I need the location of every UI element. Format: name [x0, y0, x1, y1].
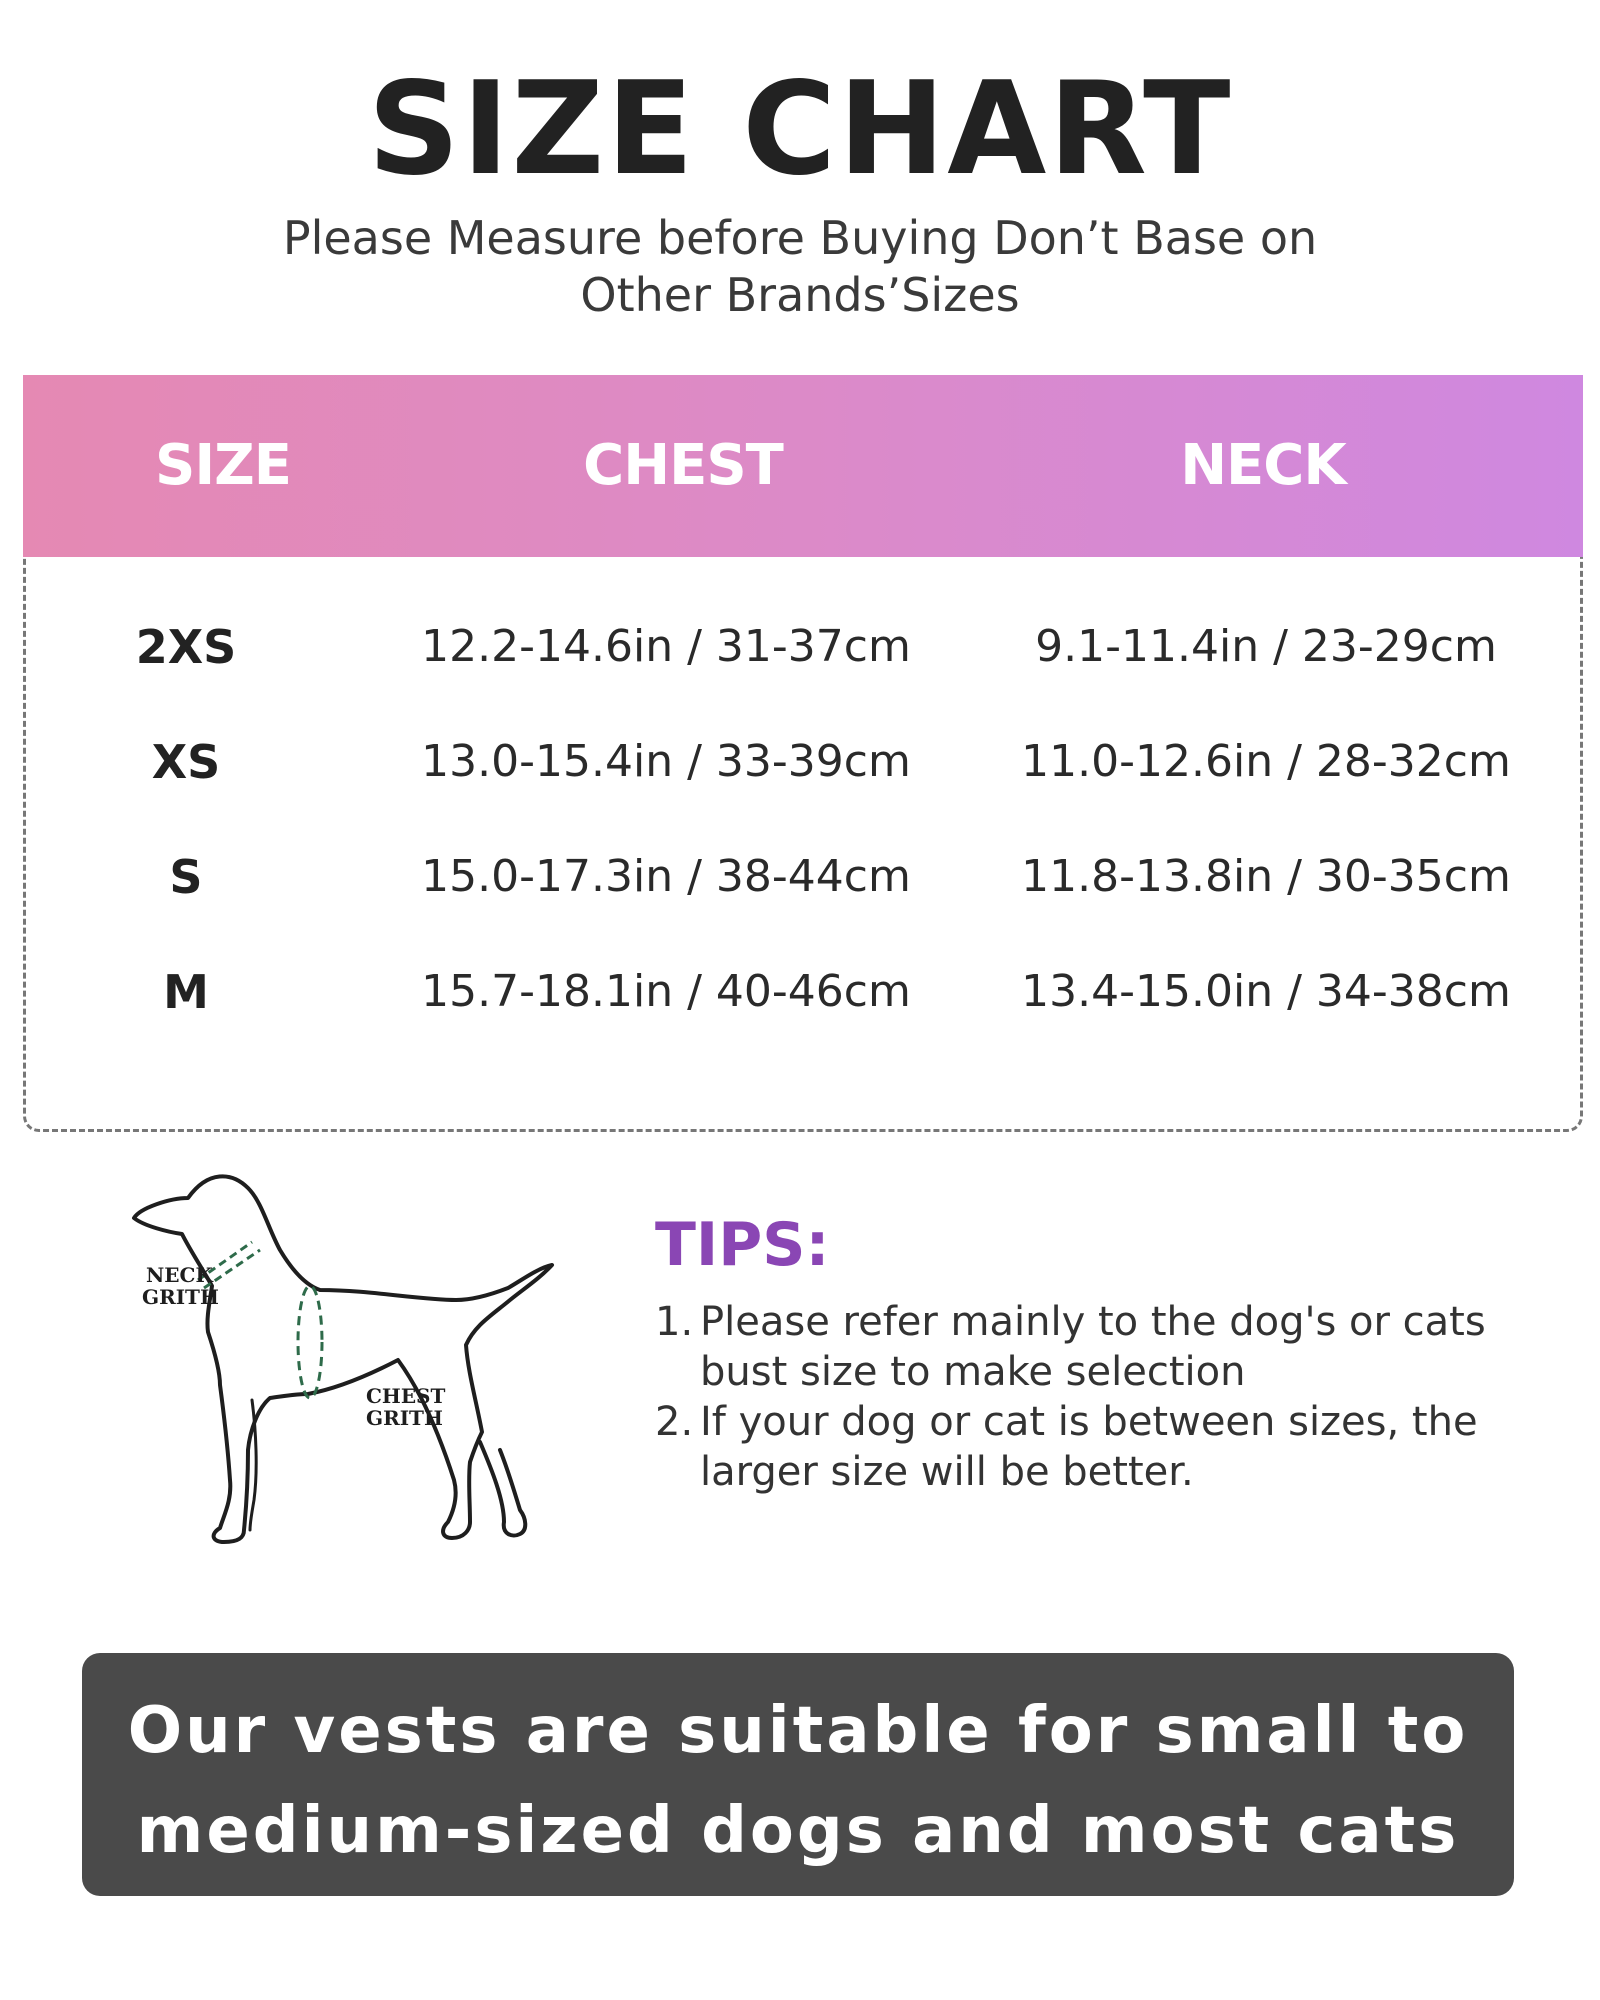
tip-text-line: If your dog or cat is between sizes, the — [700, 1399, 1478, 1445]
chest-label-1: CHEST — [366, 1384, 446, 1408]
dog-outline — [134, 1176, 552, 1542]
chest-cell: 15.7-18.1in / 40-46cm — [421, 966, 911, 1017]
size-cell: M — [163, 965, 209, 1019]
dog-measurement-diagram — [120, 1150, 620, 1570]
neck-label-2: GRITH — [142, 1285, 219, 1309]
subtitle — [0, 210, 1600, 324]
suitability-banner — [82, 1653, 1514, 1896]
banner-line-1: Our vests are suitable for small to — [127, 1694, 1469, 1768]
subtitle-line-2: Other Brands’Sizes — [580, 268, 1020, 322]
header-neck: NECK — [1180, 433, 1346, 498]
table-row — [26, 837, 1580, 917]
neck-cell: 11.8-13.8in / 30-35cm — [1021, 851, 1511, 902]
header-chest: CHEST — [583, 433, 783, 498]
size-table — [23, 375, 1583, 1132]
header-size: SIZE — [154, 433, 292, 498]
table-header — [23, 375, 1583, 557]
neck-cell: 9.1-11.4in / 23-29cm — [1035, 621, 1497, 672]
size-cell: XS — [151, 735, 221, 789]
tips-list — [655, 1297, 1555, 1497]
banner-line-2: medium-sized dogs and most cats — [136, 1794, 1460, 1868]
tip-item — [655, 1297, 1555, 1397]
neck-cell: 11.0-12.6in / 28-32cm — [1021, 736, 1511, 787]
tip-number: 2. — [655, 1399, 694, 1445]
table-row — [26, 722, 1580, 802]
neck-label-1: NECK — [146, 1263, 213, 1287]
size-cell: S — [169, 850, 203, 904]
size-cell: 2XS — [135, 620, 237, 674]
tip-number: 1. — [655, 1299, 694, 1345]
chest-label-2: GRITH — [366, 1406, 443, 1430]
chest-cell: 12.2-14.6in / 31-37cm — [421, 621, 911, 672]
table-row — [26, 952, 1580, 1032]
dog-front-leg-back — [250, 1400, 256, 1530]
chest-girth-line — [298, 1286, 322, 1398]
dog-hind-leg-back — [480, 1442, 525, 1536]
tip-text-line: bust size to make selection — [700, 1349, 1246, 1395]
neck-cell: 13.4-15.0in / 34-38cm — [1021, 966, 1511, 1017]
table-row — [26, 607, 1580, 687]
page-title: SIZE CHART — [367, 55, 1233, 204]
subtitle-line-1: Please Measure before Buying Don’t Base on — [282, 211, 1318, 265]
tips-title: TIPS: — [655, 1210, 830, 1280]
tip-text-line: larger size will be better. — [700, 1449, 1194, 1495]
chest-cell: 15.0-17.3in / 38-44cm — [421, 851, 911, 902]
chest-cell: 13.0-15.4in / 33-39cm — [421, 736, 911, 787]
tip-item — [655, 1397, 1555, 1497]
tip-text-line: Please refer mainly to the dog's or cats — [700, 1299, 1486, 1345]
